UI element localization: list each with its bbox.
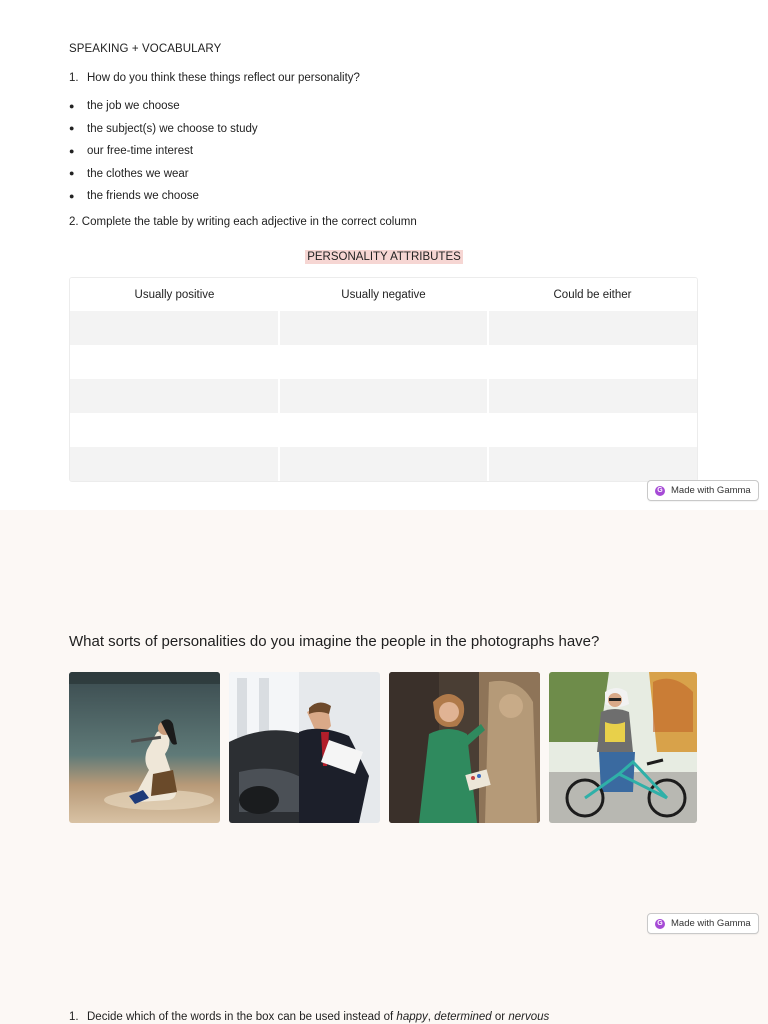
- word-nervous: nervous: [508, 1011, 550, 1023]
- bullet-icon: ●: [69, 145, 75, 156]
- question-number: 1.: [69, 1011, 79, 1023]
- list-item: [69, 95, 258, 118]
- gamma-logo-icon: G: [655, 486, 665, 496]
- card-speaking-vocabulary: [0, 0, 768, 510]
- photo-row: [69, 672, 697, 823]
- question-1: [69, 72, 360, 84]
- table-cell[interactable]: [280, 447, 490, 481]
- table-cell[interactable]: [280, 311, 490, 345]
- word-determined: determined: [434, 1011, 492, 1023]
- bullet-list: [69, 95, 258, 208]
- list-item-text: the friends we choose: [87, 190, 199, 203]
- photos-heading: What sorts of personalities do you imagine the people in the photographs have?: [69, 633, 600, 650]
- table-row: [70, 311, 697, 345]
- list-item-text: the subject(s) we choose to study: [87, 122, 258, 135]
- table-row: [70, 379, 697, 413]
- car-salesman-photo: [229, 672, 380, 823]
- separator: or: [491, 1011, 509, 1023]
- badge-label: Made with Gamma: [671, 485, 751, 496]
- list-item-text: our free-time interest: [87, 145, 194, 158]
- column-header: Could be either: [553, 288, 632, 301]
- question-text-part: Decide which of the words in the box can be used instead of: [87, 1011, 397, 1023]
- table-title: PERSONALITY ATTRIBUTES: [307, 251, 461, 263]
- column-header: Usually positive: [134, 288, 215, 301]
- table-cell[interactable]: [280, 379, 490, 413]
- separator: ,: [427, 1011, 435, 1023]
- list-item: [69, 118, 258, 141]
- column-header: Usually negative: [341, 288, 426, 301]
- question-number: 1.: [69, 72, 79, 84]
- bullet-icon: ●: [69, 100, 75, 111]
- table-cell[interactable]: [489, 345, 697, 379]
- table-cell[interactable]: [280, 413, 490, 447]
- table-cell[interactable]: [489, 311, 697, 345]
- table-cell[interactable]: [280, 345, 490, 379]
- bullet-icon: ●: [69, 190, 75, 201]
- list-item: [69, 185, 258, 208]
- question-2: 2. Complete the table by writing each adjective in the correct column: [69, 216, 417, 228]
- table-row: [70, 447, 697, 481]
- question-text: How do you think these things reflect our personality?: [87, 72, 360, 84]
- table-cell[interactable]: [70, 311, 280, 345]
- word-happy: happy: [396, 1011, 428, 1023]
- bullet-icon: ●: [69, 123, 75, 134]
- bullet-icon: ●: [69, 168, 75, 179]
- list-item: [69, 140, 258, 163]
- cyclist-photo: [549, 672, 697, 823]
- question-text: [87, 1011, 549, 1023]
- table-cell[interactable]: [489, 447, 697, 481]
- table-cell[interactable]: [70, 413, 280, 447]
- table-cell[interactable]: [70, 447, 280, 481]
- list-item-text: the clothes we wear: [87, 167, 189, 180]
- table-cell[interactable]: [70, 379, 280, 413]
- table-cell[interactable]: [70, 345, 280, 379]
- table-cell[interactable]: [489, 379, 697, 413]
- gamma-logo-icon: G: [655, 919, 665, 929]
- section-title: SPEAKING + VOCABULARY: [69, 43, 222, 55]
- made-with-gamma-button[interactable]: [647, 913, 759, 934]
- question-decide-words: [69, 1011, 549, 1023]
- personality-table: [69, 277, 698, 482]
- list-item-text: the job we choose: [87, 100, 180, 113]
- made-with-gamma-button[interactable]: [647, 480, 759, 501]
- list-item: [69, 163, 258, 186]
- table-title-wrap: [0, 247, 768, 265]
- table-row: [70, 345, 697, 379]
- table-header-row: [70, 278, 697, 311]
- badge-label: Made with Gamma: [671, 918, 751, 929]
- table-cell[interactable]: [489, 413, 697, 447]
- table-row: [70, 413, 697, 447]
- flute-player-photo: [69, 672, 220, 823]
- painter-photo: [389, 672, 540, 823]
